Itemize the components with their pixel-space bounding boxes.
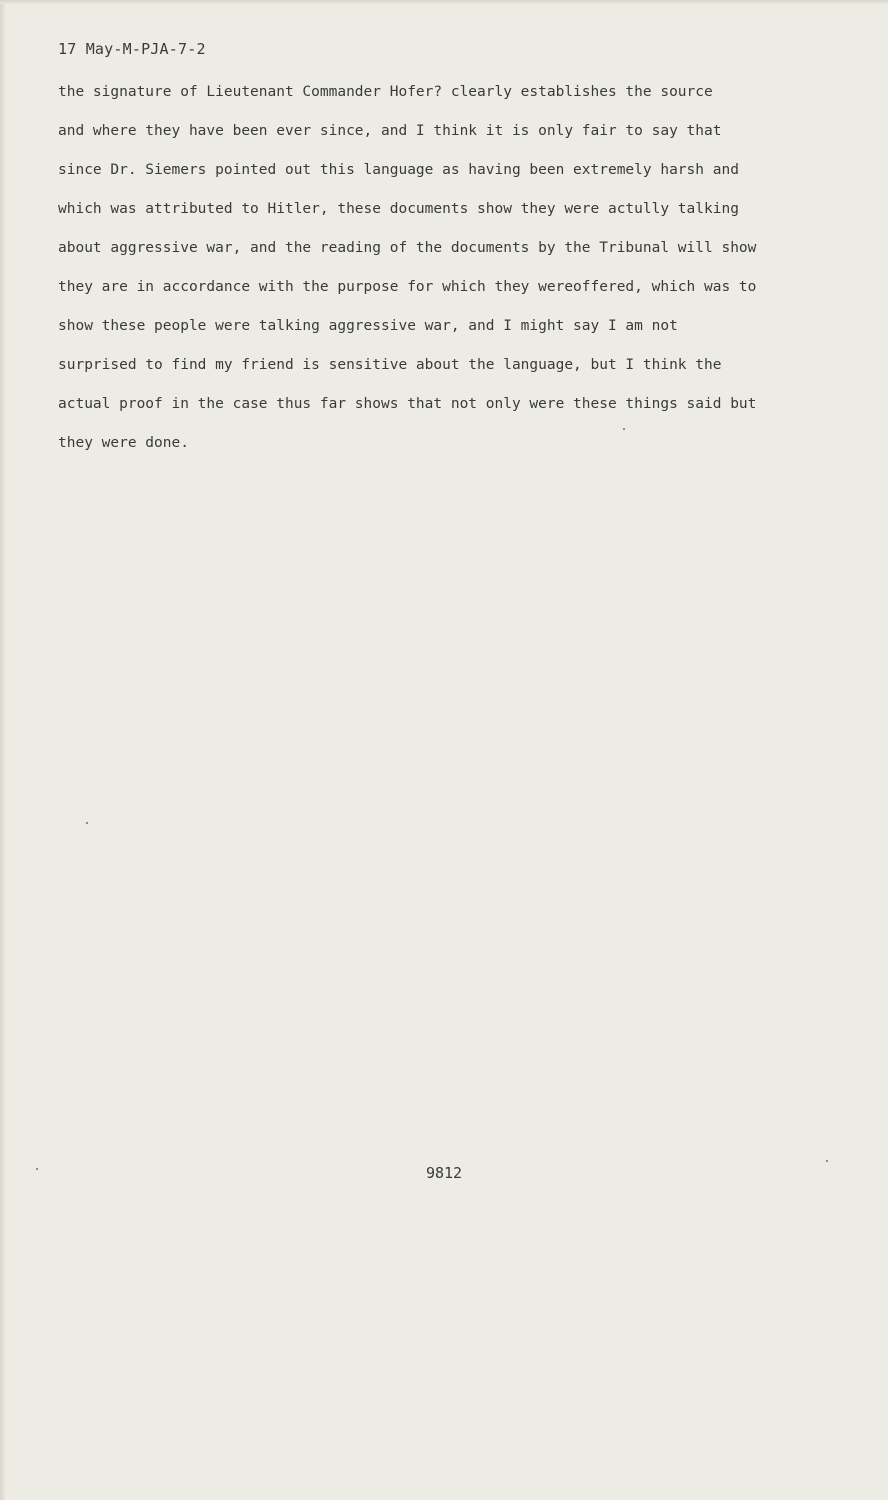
body-line: show these people were talking aggressive war, and I might say I am not <box>58 318 678 334</box>
paper-speck <box>826 1160 828 1162</box>
page-number: 9812 <box>425 1164 463 1182</box>
body-line: about aggressive war, and the reading of the documents by the Tribunal will show <box>58 240 757 256</box>
body-line: surprised to find my friend is sensitive about the language, but I think the <box>58 357 722 373</box>
body-line: they are in accordance with the purpose for which they wereoffered, which was to <box>58 279 757 295</box>
paper-speck <box>36 1168 38 1170</box>
body-line: actual proof in the case thus far shows that not only were these things said but <box>58 396 757 412</box>
body-line: since Dr. Siemers pointed out this language as having been extremely harsh and <box>58 162 739 178</box>
paper-speck <box>86 822 88 824</box>
body-line: they were done. <box>58 435 189 451</box>
document-body <box>58 78 848 468</box>
body-line: and where they have been ever since, and I think it is only fair to say that <box>58 123 722 139</box>
page-left-edge <box>0 0 6 1500</box>
page-top-edge <box>0 0 888 4</box>
document-header: 17 May-M-PJA-7-2 <box>58 40 206 58</box>
body-line: the signature of Lieutenant Commander Hofer? clearly establishes the source <box>58 84 713 100</box>
paper-speck <box>623 428 625 430</box>
body-line: which was attributed to Hitler, these documents show they were actully talking <box>58 201 739 217</box>
